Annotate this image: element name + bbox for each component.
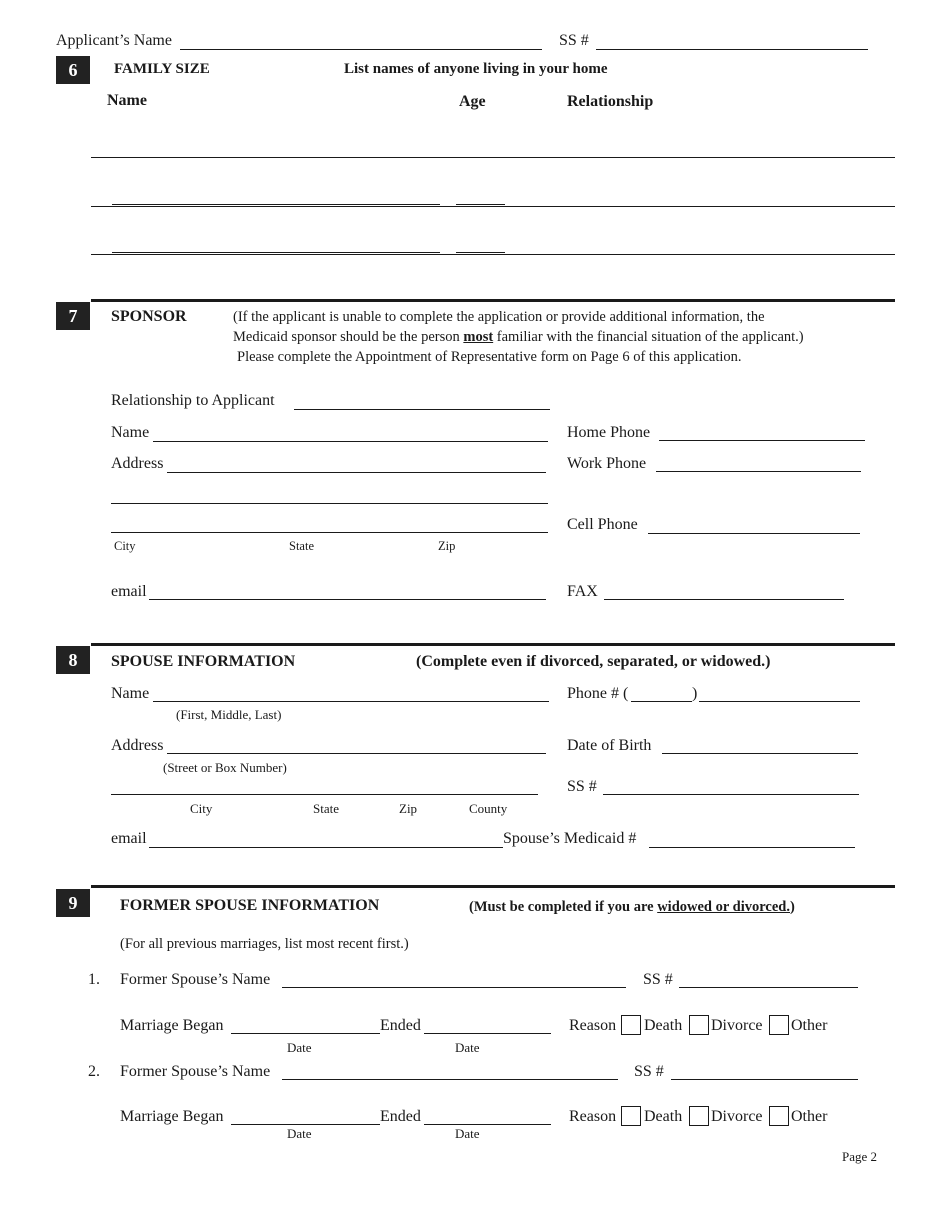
- former-spouse-note: (For all previous marriages, list most recent first.): [120, 936, 409, 952]
- sponsor-address-field[interactable]: [167, 472, 546, 473]
- former-spouse-1-began-date-hint: Date: [287, 1040, 312, 1055]
- family-row-3-age-field[interactable]: [456, 252, 505, 253]
- sponsor-name-field[interactable]: [153, 441, 548, 442]
- former-spouse-2-other-checkbox[interactable]: [769, 1106, 789, 1126]
- spouse-city-label: City: [190, 801, 213, 816]
- family-col-relationship: Relationship: [567, 93, 654, 110]
- sponsor-name-label: Name: [111, 424, 150, 441]
- family-row-2[interactable]: [91, 206, 895, 207]
- former-spouse-2-ended-label: Ended: [380, 1108, 421, 1125]
- sponsor-work-phone-label: Work Phone: [567, 455, 647, 472]
- spouse-name-hint: (First, Middle, Last): [176, 707, 282, 722]
- spouse-county-label: County: [469, 801, 508, 816]
- spouse-medicaid-field[interactable]: [649, 847, 855, 848]
- family-row-3-name-field[interactable]: [112, 252, 440, 253]
- section-6-number: 6: [56, 56, 90, 84]
- sponsor-relationship-label: Relationship to Applicant: [111, 392, 275, 409]
- section-8-number: 8: [56, 646, 90, 674]
- spouse-state-label: State: [313, 801, 339, 816]
- former-spouse-2-divorce-checkbox[interactable]: [689, 1106, 709, 1126]
- former-spouse-1-began-label: Marriage Began: [120, 1017, 224, 1034]
- family-col-age: Age: [459, 93, 486, 110]
- page-number: Page 2: [842, 1149, 878, 1164]
- sponsor-home-phone-field[interactable]: [659, 440, 865, 441]
- applicant-name-label: Applicant’s Name: [56, 32, 172, 49]
- sponsor-email-field[interactable]: [149, 599, 546, 600]
- former-spouse-2-divorce-label: Divorce: [711, 1108, 763, 1125]
- section-8-subtitle: (Complete even if divorced, separated, or widowed.): [416, 653, 771, 670]
- spouse-address-hint: (Street or Box Number): [163, 760, 287, 775]
- former-spouse-2-ss-field[interactable]: [671, 1079, 858, 1080]
- sponsor-fax-label: FAX: [567, 583, 598, 600]
- former-spouse-1-began-field[interactable]: [231, 1033, 380, 1034]
- section-7-rule: [91, 299, 895, 302]
- former-spouse-1-other-label: Other: [791, 1017, 828, 1034]
- sponsor-home-phone-label: Home Phone: [567, 424, 651, 441]
- sponsor-note-line3: Please complete the Appointment of Representative form on Page 6 of this application.: [237, 349, 742, 365]
- spouse-address-field[interactable]: [167, 753, 546, 754]
- sponsor-city-state-zip-field[interactable]: [111, 532, 548, 533]
- family-row-1[interactable]: [91, 157, 895, 158]
- sponsor-note-line1: (If the applicant is unable to complete the application or provide additional information, the: [233, 309, 765, 325]
- spouse-name-field[interactable]: [153, 701, 549, 702]
- sponsor-email-label: email: [111, 583, 147, 600]
- section-9-number: 9: [56, 889, 90, 917]
- former-spouse-1-ended-date-hint: Date: [455, 1040, 480, 1055]
- former-spouse-2-name-field[interactable]: [282, 1079, 618, 1080]
- spouse-ss-label: SS #: [567, 778, 597, 795]
- sponsor-state-label: State: [289, 539, 314, 553]
- sponsor-address-line2-field[interactable]: [111, 503, 548, 504]
- former-spouse-2-ended-date-hint: Date: [455, 1126, 480, 1141]
- spouse-dob-label: Date of Birth: [567, 737, 652, 754]
- former-spouse-1-ss-label: SS #: [643, 971, 673, 988]
- section-9-subtitle-emphasis: widowed or divorced.: [657, 899, 790, 915]
- sponsor-note-emphasis: most: [463, 329, 494, 345]
- former-spouse-1-ended-label: Ended: [380, 1017, 421, 1034]
- spouse-zip-label: Zip: [399, 801, 418, 816]
- section-6-title: FAMILY SIZE: [114, 61, 210, 77]
- sponsor-zip-label: Zip: [438, 539, 456, 553]
- sponsor-cell-phone-field[interactable]: [648, 533, 860, 534]
- section-9-subtitle: [469, 899, 795, 916]
- spouse-address-label: Address: [111, 737, 164, 754]
- family-row-2-age-field[interactable]: [456, 204, 505, 205]
- former-spouse-1-reason-label: Reason: [569, 1017, 617, 1034]
- former-spouse-1-other-checkbox[interactable]: [769, 1015, 789, 1035]
- former-spouse-2-name-label: Former Spouse’s Name: [120, 1063, 271, 1080]
- former-spouse-1-name-field[interactable]: [282, 987, 626, 988]
- former-spouse-1-divorce-checkbox[interactable]: [689, 1015, 709, 1035]
- family-row-2-name-field[interactable]: [112, 204, 440, 205]
- applicant-ss-label: SS #: [559, 32, 589, 49]
- section-7-title: SPONSOR: [111, 308, 187, 325]
- former-spouse-2-other-label: Other: [791, 1108, 828, 1125]
- spouse-phone-close: ): [692, 685, 698, 702]
- former-spouse-2-ss-label: SS #: [634, 1063, 664, 1080]
- spouse-medicaid-label: Spouse’s Medicaid #: [503, 830, 637, 847]
- applicant-name-field[interactable]: [180, 49, 542, 50]
- section-9-rule: [91, 885, 895, 888]
- spouse-phone-area-field[interactable]: [631, 701, 692, 702]
- sponsor-note-line2: [233, 329, 804, 346]
- spouse-email-label: email: [111, 830, 147, 847]
- sponsor-cell-phone-label: Cell Phone: [567, 516, 638, 533]
- sponsor-address-label: Address: [111, 455, 164, 472]
- former-spouse-1-death-label: Death: [644, 1017, 683, 1034]
- former-spouse-1-divorce-label: Divorce: [711, 1017, 763, 1034]
- section-8-rule: [91, 643, 895, 646]
- section-9-subtitle-start: (Must be completed if you are: [469, 899, 654, 915]
- section-9-subtitle-end: ): [790, 899, 795, 915]
- family-col-name: Name: [107, 92, 147, 109]
- former-spouse-1-death-checkbox[interactable]: [621, 1015, 641, 1035]
- former-spouse-2-number: 2.: [88, 1063, 100, 1080]
- former-spouse-1-number: 1.: [88, 971, 100, 988]
- spouse-dob-field[interactable]: [662, 753, 858, 754]
- sponsor-note-line2-start: Medicaid sponsor should be the person: [233, 329, 460, 345]
- section-9-title: FORMER SPOUSE INFORMATION: [120, 897, 380, 914]
- former-spouse-2-ended-field[interactable]: [424, 1124, 551, 1125]
- family-row-3[interactable]: [91, 254, 895, 255]
- spouse-phone-label: Phone # (: [567, 685, 629, 702]
- former-spouse-2-began-date-hint: Date: [287, 1126, 312, 1141]
- former-spouse-1-ss-field[interactable]: [679, 987, 858, 988]
- sponsor-note-line2-end: familiar with the financial situation of the applicant.): [496, 329, 804, 345]
- spouse-email-field[interactable]: [149, 847, 503, 848]
- spouse-ss-field[interactable]: [603, 794, 859, 795]
- former-spouse-2-began-field[interactable]: [231, 1124, 380, 1125]
- former-spouse-2-death-label: Death: [644, 1108, 683, 1125]
- section-6-subtitle: List names of anyone living in your home: [344, 61, 608, 77]
- former-spouse-1-ended-field[interactable]: [424, 1033, 551, 1034]
- sponsor-fax-field[interactable]: [604, 599, 844, 600]
- former-spouse-2-began-label: Marriage Began: [120, 1108, 224, 1125]
- spouse-phone-field[interactable]: [699, 701, 860, 702]
- spouse-name-label: Name: [111, 685, 150, 702]
- sponsor-relationship-field[interactable]: [294, 409, 550, 410]
- sponsor-city-label: City: [114, 539, 136, 553]
- applicant-ss-field[interactable]: [596, 49, 868, 50]
- former-spouse-2-reason-label: Reason: [569, 1108, 617, 1125]
- former-spouse-2-death-checkbox[interactable]: [621, 1106, 641, 1126]
- spouse-city-state-zip-field[interactable]: [111, 794, 538, 795]
- sponsor-work-phone-field[interactable]: [656, 471, 861, 472]
- section-7-number: 7: [56, 302, 90, 330]
- former-spouse-1-name-label: Former Spouse’s Name: [120, 971, 271, 988]
- section-8-title: SPOUSE INFORMATION: [111, 653, 296, 670]
